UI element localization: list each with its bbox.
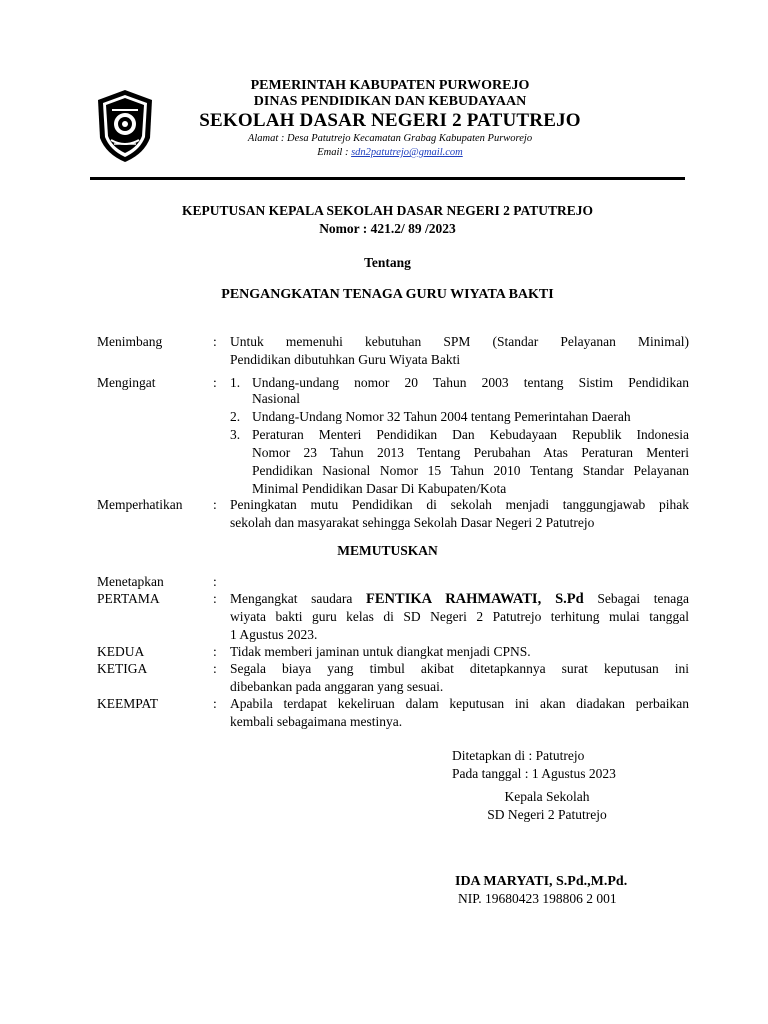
list-item-line: Nomor 23 Tahun 2013 Tentang Perubahan Atas Peraturan Menteri [252,445,689,460]
signatory-name: IDA MARYATI, S.Pd.,M.Pd. [455,874,628,889]
colon: : [213,696,217,711]
letterhead-government: PEMERINTAH KABUPATEN PURWOREJO [250,78,530,93]
memperhatikan-text-line: Peningkatan mutu Pendidikan di sekolah menjadi tanggungjawab pihak [230,497,689,512]
list-item-line: Nasional [252,391,300,406]
keempat-label: KEEMPAT [97,696,159,711]
memperhatikan-text-line: sekolah dan masyarakat sehingga Sekolah Dasar Negeri 2 Patutrejo [230,515,595,530]
list-item-line: Undang-Undang Nomor 32 Tahun 2004 tentang Pemerintahan Daerah [252,409,631,424]
list-item [230,408,689,426]
menimbang-text-line: Pendidikan dibutuhkan Guru Wiyata Bakti [230,352,461,367]
colon: : [213,644,217,659]
pertama-label: PERTAMA [97,591,160,606]
letterhead-email [180,146,600,160]
ketiga-label: KETIGA [97,661,148,676]
menimbang-label: Menimbang [97,334,163,349]
list-number: 3. [230,427,241,442]
regency-emblem-logo [94,88,156,164]
signature-date: Pada tanggal : 1 Agustus 2023 [452,766,616,781]
letterhead-address: Alamat : Desa Patutrejo Kecamatan Grabag Kabupaten Purworejo [247,133,533,144]
colon: : [213,375,217,390]
list-number: 1. [230,375,241,390]
list-item [230,374,689,405]
pertama-text-line: wiyata bakti guru kelas di SD Negeri 2 Patutrejo terhitung mulai tanggal [230,609,689,624]
pertama-text-line [230,590,689,608]
keempat-text-line: kembali sebagaimana mestinya. [230,714,403,729]
colon: : [213,334,217,349]
decree-subject: PENGANGKATAN TENAGA GURU WIYATA BAKTI [221,287,554,302]
keempat-text-line: Apabila terdapat kekeliruan dalam keputusan ini akan diadakan perbaikan [230,696,689,711]
appointee-name: FENTIKA RAHMAWATI, S.Pd [366,591,584,607]
decree-about: Tentang [364,255,411,270]
list-item-line: Pendidikan Nasional Nomor 15 Tahun 2010 Tentang Standar Pelayanan [252,463,689,478]
mengingat-label: Mengingat [97,375,156,390]
kedua-label: KEDUA [97,644,145,659]
colon: : [213,661,217,676]
ketiga-text-line: dibebankan pada anggaran yang sesuai. [230,679,444,694]
pertama-text-line: 1 Agustus 2023. [230,627,318,642]
list-item-line: Peraturan Menteri Pendidikan Dan Kebudayaan Republik Indonesia [252,427,689,442]
signature-place: Ditetapkan di : Patutrejo [452,748,585,763]
pertama-pre: Mengangkat saudara [230,591,367,606]
signature-school: SD Negeri 2 Patutrejo [487,807,607,822]
decree-number: Nomor : 421.2/ 89 /2023 [319,221,456,236]
colon: : [213,574,217,589]
letterhead-divider [90,177,685,180]
list-item [230,426,689,498]
ketiga-text-line: Segala biaya yang timbul akibat ditetapkannya surat keputusan ini [230,661,689,676]
email-link[interactable]: sdn2patutrejo@gmail.com [351,147,463,158]
letterhead [180,78,600,160]
decree-title: KEPUTUSAN KEPALA SEKOLAH DASAR NEGERI 2 PATUTREJO [181,203,594,218]
pertama-post: Sebagai tenaga [583,591,689,606]
colon: : [213,497,217,512]
signatory-nip: NIP. 19680423 198806 2 001 [458,891,617,906]
email-label: Email : [317,147,352,158]
list-item-line: Undang-undang nomor 20 Tahun 2003 tentang Sistim Pendidikan [252,375,689,390]
memutuskan-heading: MEMUTUSKAN [337,543,438,558]
menimbang-text-line: Untuk memenuhi kebutuhan SPM (Standar Pelayanan Minimal) [230,334,689,349]
menetapkan-label: Menetapkan [97,574,164,589]
list-item-line: Minimal Pendidikan Dasar Di Kabupaten/Kota [252,481,507,496]
letterhead-school-name: SEKOLAH DASAR NEGERI 2 PATUTREJO [199,110,581,131]
kedua-text: Tidak memberi jaminan untuk diangkat menjadi CPNS. [230,644,531,659]
colon: : [213,591,217,606]
letterhead-department: DINAS PENDIDIKAN DAN KEBUDAYAAN [253,94,527,109]
mengingat-list [230,374,689,498]
memperhatikan-label: Memperhatikan [97,497,183,512]
signature-role: Kepala Sekolah [504,789,590,804]
list-number: 2. [230,409,241,424]
